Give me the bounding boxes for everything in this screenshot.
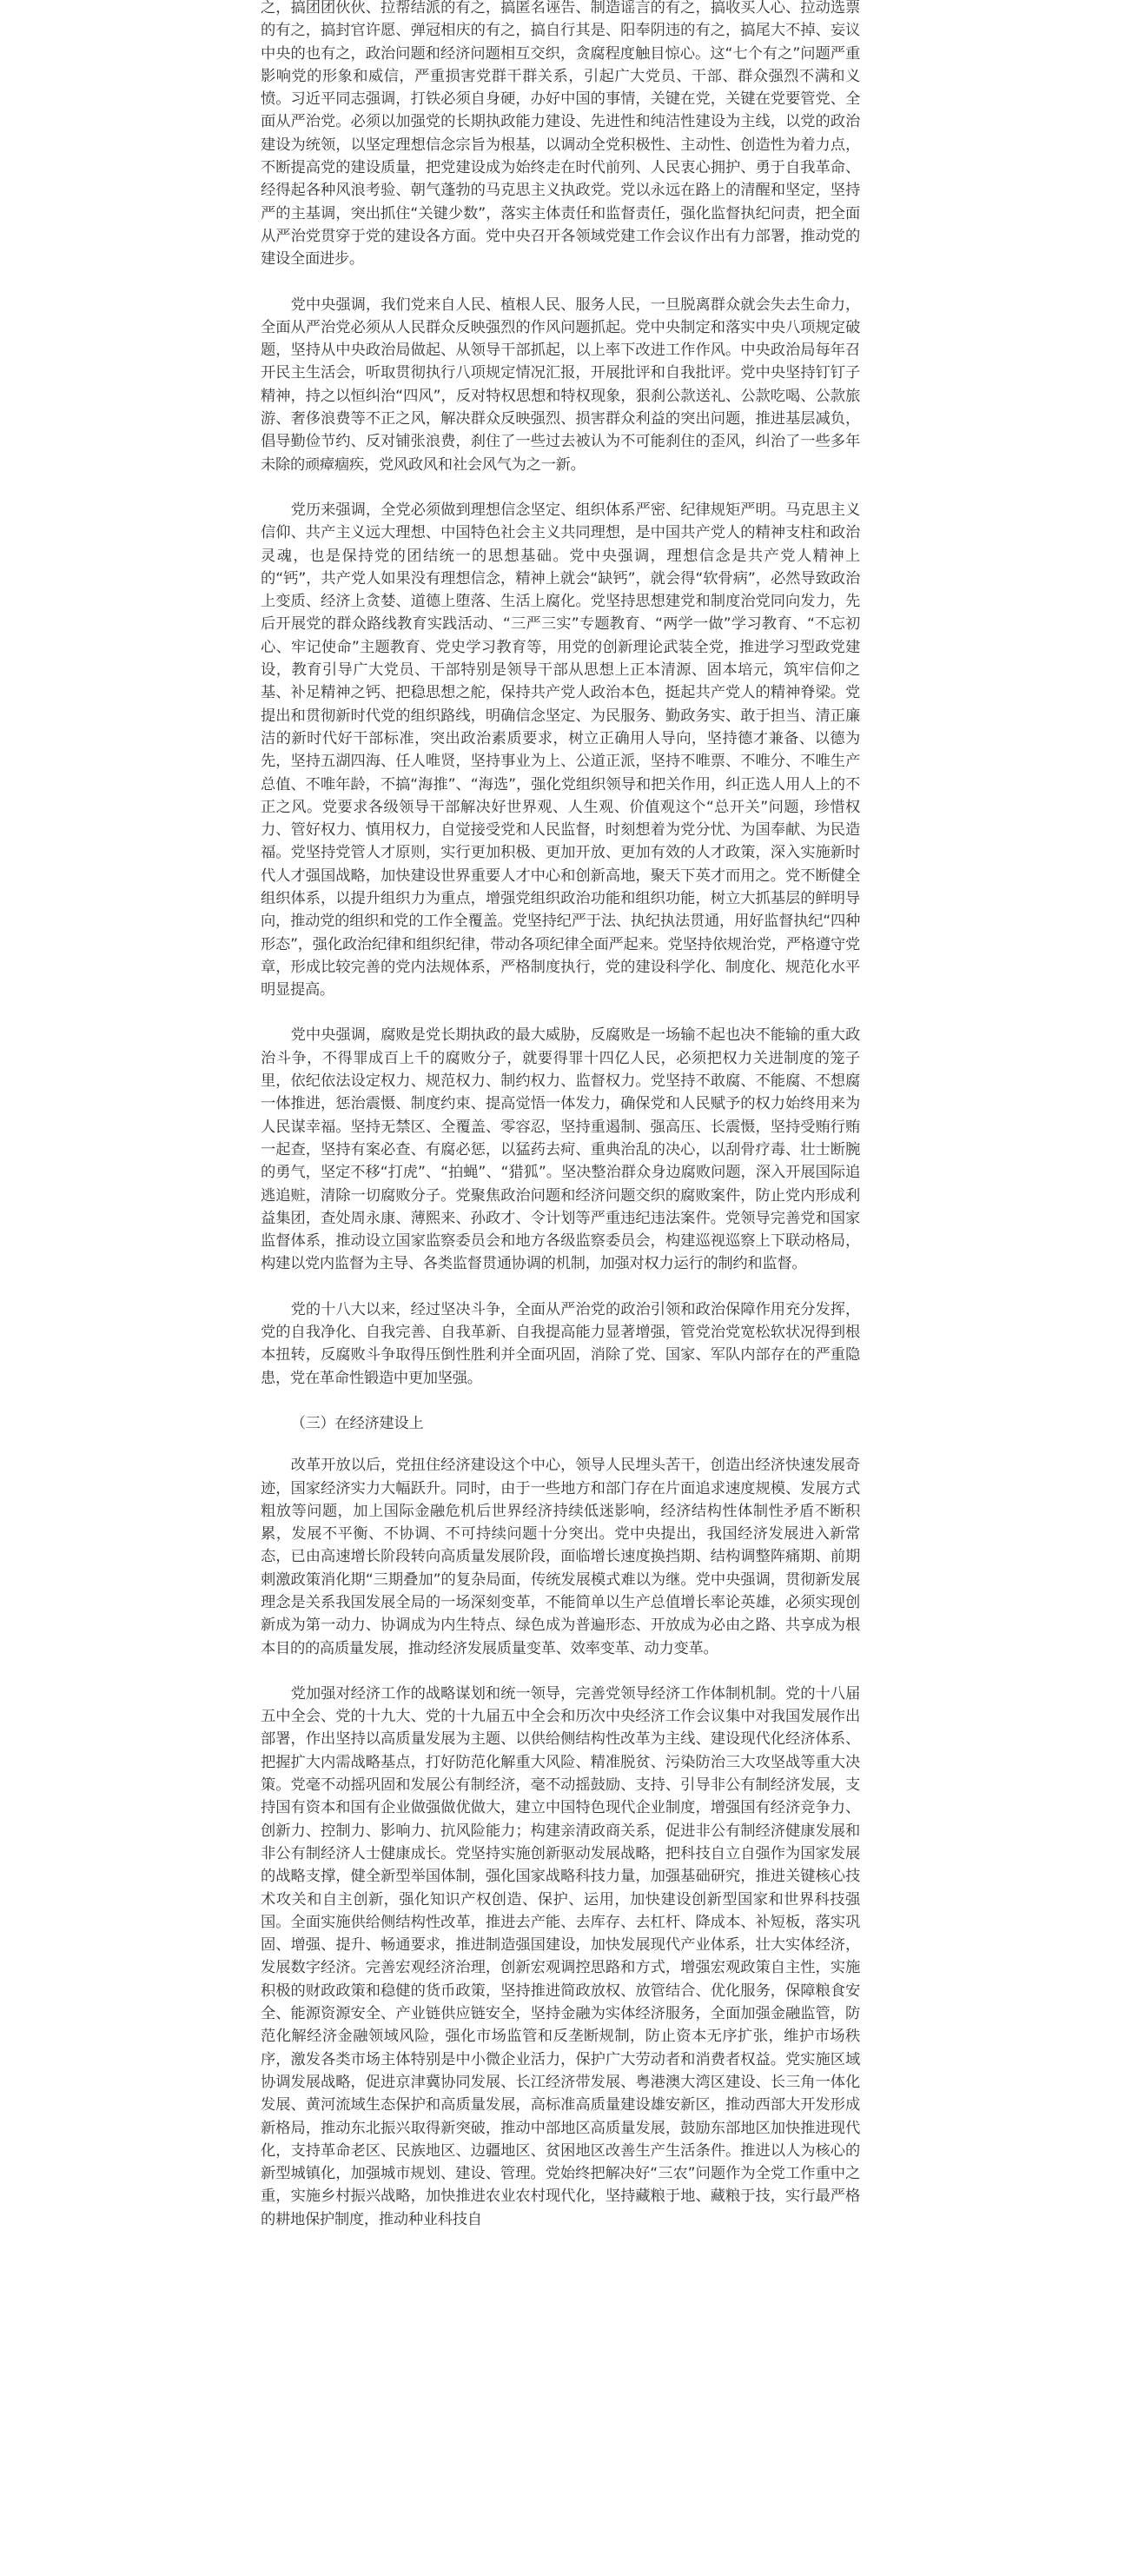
article-body <box>261 0 860 2254</box>
article-paragraph: 党中央强调，腐败是党长期执政的最大威胁，反腐败是一场输不起也决不能输的重大政治斗争，不得罪成百上千的腐败分子，就要得罪十四亿人民，必须把权力关进制度的笼子里，依纪依法设定权力、规范权力、制约权力、监督权力。党坚持不敢腐、不能腐、不想腐一体推进，惩治震慑、制度约束、提高觉悟一体发力，确保党和人民赋予的权力始终用来为人民谋幸福。坚持无禁区、全覆盖、零容忍，坚持重遏制、强高压、长震慑，坚持受贿行贿一起查，坚持有案必查、有腐必惩，以猛药去疴、重典治乱的决心，以刮骨疗毒、壮士断腕的勇气，坚定不移“打虎”、“拍蝇”、“猎狐”。坚决整治群众身边腐败问题，深入开展国际追逃追赃，清除一切腐败分子。党聚焦政治问题和经济问题交织的腐败案件，防止党内形成利益集团，查处周永康、薄熙来、孙政才、令计划等严重违纪违法案件。党领导完善党和国家监督体系，推动设立国家监察委员会和地方各级监察委员会，构建巡视巡察上下联动格局，构建以党内监督为主导、各类监督贯通协调的机制，加强对权力运行的制约和监督。 <box>261 1026 860 1273</box>
article-paragraph: 改革开放以后，党扭住经济建设这个中心，领导人民埋头苦干，创造出经济快速发展奇迹，国家经济实力大幅跃升。同时，由于一些地方和部门存在片面追求速度规模、发展方式粗放等问题，加上国际金融危机后世界经济持续低迷影响，经济结构性体制性矛盾不断积累，发展不平衡、不协调、不可持续问题十分突出。党中央提出，我国经济发展进入新常态，已由高速增长阶段转向高质量发展阶段，面临增长速度换挡期、结构调整阵痛期、前期刺激政策消化期“三期叠加”的复杂局面，传统发展模式难以为继。党中央强调，贯彻新发展理念是关系我国发展全局的一场深刻变革，不能简单以生产总值增长率论英雄，必须实现创新成为第一动力、协调成为内生特点、绿色成为普遍形态、开放成为必由之路、共享成为根本目的的高质量发展，推动经济发展质量变革、效率变革、动力变革。 <box>261 1457 860 1657</box>
section-heading: （三）在经济建设上 <box>290 1414 424 1432</box>
article-paragraph: 之，搞团团伙伙、拉帮结派的有之，搞匿名诬告、制造谣言的有之，搞收买人心、拉动选票的有之，搞封官许愿、弹冠相庆的有之，搞自行其是、阳奉阴违的有之，搞尾大不掉、妄议中央的也有之，政治问题和经济问题相互交织，贪腐程度触目惊心。这“七个有之”问题严重影响党的形象和威信，严重损害党群干群关系，引起广大党员、干部、群众强烈不满和义愤。习近平同志强调，打铁必须自身硬，办好中国的事情，关键在党，关键在党要管党、全面从严治党。必须以加强党的长期执政能力建设、先进性和纯洁性建设为主线，以党的政治建设为统领，以坚定理想信念宗旨为根基，以调动全党积极性、主动性、创造性为着力点，不断提高党的建设质量，把党建设成为始终走在时代前列、人民衷心拥护、勇于自我革命、经得起各种风浪考验、朝气蓬勃的马克思主义执政党。党以永远在路上的清醒和坚定，坚持严的主基调，突出抓住“关键少数”，落实主体责任和监督责任，强化监督执纪问责，把全面从严治党贯穿于党的建设各方面。党中央召开各领域党建工作会议作出有力部署，推动党的建设全面进步。 <box>261 0 860 269</box>
article-paragraph: 党加强对经济工作的战略谋划和统一领导，完善党领导经济工作体制机制。党的十八届五中全会、党的十九大、党的十九届五中全会和历次中央经济工作会议集中对我国发展作出部署，作出坚持以高质量发展为主题、以供给侧结构性改革为主线、建设现代化经济体系、把握扩大内需战略基点，打好防范化解重大风险、精准脱贫、污染防治三大攻坚战等重大决策。党毫不动摇巩固和发展公有制经济，毫不动摇鼓励、支持、引导非公有制经济发展，支持国有资本和国有企业做强做优做大，建立中国特色现代企业制度，增强国有经济竞争力、创新力、控制力、影响力、抗风险能力；构建亲清政商关系，促进非公有制经济健康发展和非公有制经济人士健康成长。党坚持实施创新驱动发展战略，把科技自立自强作为国家发展的战略支撑，健全新型举国体制，强化国家战略科技力量，加强基础研究，推进关键核心技术攻关和自主创新，强化知识产权创造、保护、运用，加快建设创新型国家和世界科技强国。全面实施供给侧结构性改革，推进去产能、去库存、去杠杆、降成本、补短板，落实巩固、增强、提升、畅通要求，推进制造强国建设，加快发展现代产业体系，壮大实体经济，发展数字经济。完善宏观经济治理，创新宏观调控思路和方式，增强宏观政策自主性，实施积极的财政政策和稳健的货币政策，坚持推进简政放权、放管结合、优化服务，保障粮食安全、能源资源安全、产业链供应链安全，坚持金融为实体经济服务，全面加强金融监管，防范化解经济金融领域风险，强化市场监管和反垄断规制，防止资本无序扩张，维护市场秩序，激发各类市场主体特别是中小微企业活力，保护广大劳动者和消费者权益。党实施区域协调发展战略，促进京津冀协同发展、长江经济带发展、粤港澳大湾区建设、长三角一体化发展、黄河流域生态保护和高质量发展，高标准高质量建设雄安新区，推动西部大开发形成新格局，推动东北振兴取得新突破，推动中部地区高质量发展，鼓励东部地区加快推进现代化，支持革命老区、民族地区、边疆地区、贫困地区改善生产生活条件。推进以人为核心的新型城镇化，加强城市规划、建设、管理。党始终把解决好“三农”问题作为全党工作重中之重，实施乡村振兴战略，加快推进农业农村现代化，坚持藏粮于地、藏粮于技，实行最严格的耕地保护制度，推动种业科技自 <box>261 1684 860 2228</box>
article-paragraph: 党历来强调，全党必须做到理想信念坚定、组织体系严密、纪律规矩严明。马克思主义信仰、共产主义远大理想、中国特色社会主义共同理想，是中国共产党人的精神支柱和政治灵魂，也是保持党的团结统一的思想基础。党中央强调，理想信念是共产党人精神上的“钙”，共产党人如果没有理想信念，精神上就会“缺钙”，就会得“软骨病”，必然导致政治上变质、经济上贪婪、道德上堕落、生活上腐化。党坚持思想建党和制度治党同向发力，先后开展党的群众路线教育实践活动、“三严三实”专题教育、“两学一做”学习教育、“不忘初心、牢记使命”主题教育、党史学习教育等，用党的创新理论武装全党，推进学习型政党建设，教育引导广大党员、干部特别是领导干部从思想上正本清源、固本培元，筑牢信仰之基、补足精神之钙、把稳思想之舵，保持共产党人政治本色，挺起共产党人的精神脊梁。党提出和贯彻新时代党的组织路线，明确信念坚定、为民服务、勤政务实、敢于担当、清正廉洁的新时代好干部标准，突出政治素质要求，树立正确用人导向，坚持德才兼备、以德为先，坚持五湖四海、任人唯贤，坚持事业为上、公道正派，坚持不唯票、不唯分、不唯生产总值、不唯年龄，不搞“海推”、“海选”，强化党组织领导和把关作用，纠正选人用人上的不正之风。党要求各级领导干部解决好世界观、人生观、价值观这个“总开关”问题，珍惜权力、管好权力、慎用权力，自觉接受党和人民监督，时刻想着为党分忧、为国奉献、为民造福。党坚持党管人才原则，实行更加积极、更加开放、更加有效的人才政策，深入实施新时代人才强国战略，加快建设世界重要人才中心和创新高地，聚天下英才而用之。党不断健全组织体系，以提升组织力为重点，增强党组织政治功能和组织功能，树立大抓基层的鲜明导向，推动党的组织和党的工作全覆盖。党坚持纪严于法、执纪执法贯通，用好监督执纪“四种形态”，强化政治纪律和组织纪律，带动各项纪律全面严起来。党坚持依规治党，严格遵守党章，形成比较完善的党内法规体系，严格制度执行，党的建设科学化、制度化、规范化水平明显提高。 <box>261 501 860 999</box>
article-paragraph: 党的十八大以来，经过坚决斗争，全面从严治党的政治引领和政治保障作用充分发挥，党的自我净化、自我完善、自我革新、自我提高能力显著增强，管党治党宽松软状况得到根本扭转，反腐败斗争取得压倒性胜利并全面巩固，消除了党、国家、军队内部存在的严重隐患，党在革命性锻造中更加坚强。 <box>261 1300 860 1387</box>
article-paragraph: 党中央强调，我们党来自人民、植根人民、服务人民，一旦脱离群众就会失去生命力，全面从严治党必须从人民群众反映强烈的作风问题抓起。党中央制定和落实中央八项规定破题，坚持从中央政治局做起、从领导干部抓起，以上率下改进工作作风。中央政治局每年召开民主生活会，听取贯彻执行八项规定情况汇报，开展批评和自我批评。党中央坚持钉钉子精神，持之以恒纠治“四风”，反对特权思想和特权现象，狠刹公款送礼、公款吃喝、公款旅游、奢侈浪费等不正之风，解决群众反映强烈、损害群众利益的突出问题，推进基层减负，倡导勤俭节约、反对铺张浪费，刹住了一些过去被认为不可能刹住的歪风，纠治了一些多年未除的顽瘴痼疾，党风政风和社会风气为之一新。 <box>261 295 860 474</box>
